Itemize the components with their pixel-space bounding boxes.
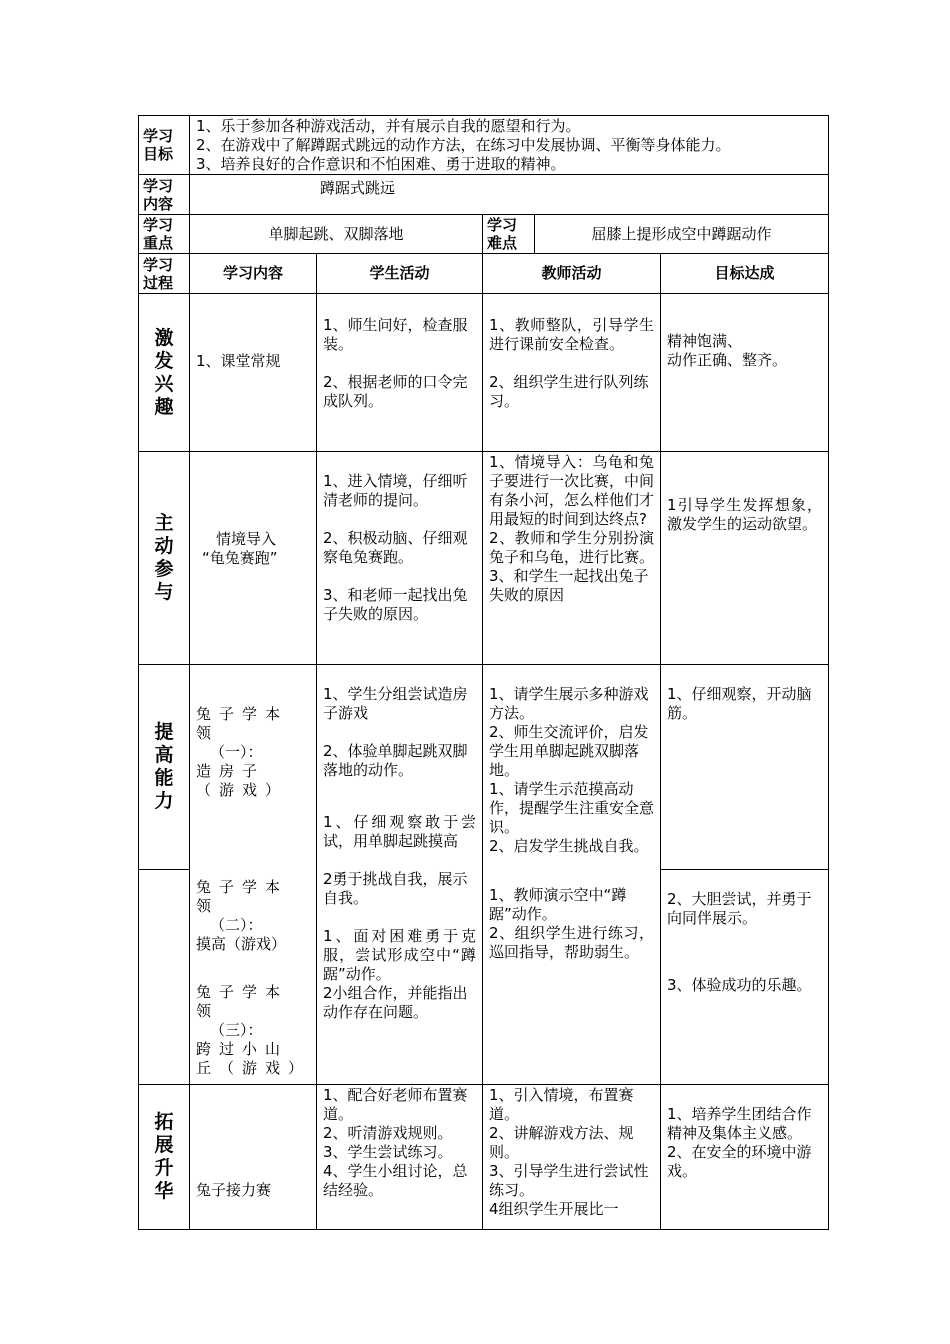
lesson-plan-table: [138, 115, 829, 1230]
section-teacher: 1、引入情境，布置赛道。 2、讲解游戏方法、规则。 3、引导学生进行尝试性练习。 4组织学生开展比一: [483, 1085, 661, 1230]
content-value: 蹲踞式跳远: [190, 175, 829, 215]
difficulty-value: 屈膝上提形成空中蹲踞动作: [535, 215, 829, 254]
section-goal: 精神饱满、 动作正确、整齐。: [661, 294, 829, 452]
goal-label: 学习目标: [139, 116, 190, 175]
col-header-teacher: 教师活动: [483, 254, 661, 294]
section-goal: 2、大胆尝试，并勇于向同伴展示。 3、体验成功的乐趣。: [661, 870, 829, 1085]
section-title: 提 高 能 力: [139, 665, 190, 870]
section-row: [139, 665, 829, 870]
section-goal: 1、培养学生团结合作精神及集体主义感。 2、在安全的环境中游戏。: [661, 1085, 829, 1230]
section-teacher: 1、请学生展示多种游戏方法。 2、师生交流评价，启发学生用单脚起跳双脚落地。 1、请学生示范摸高动作，提醒学生注重安全意识。 2、启发学生挑战自我。 1、教师演示空中“蹲踞”动作。 2、组织学生进行练习，巡回指导，帮助弱生。: [483, 665, 661, 1085]
section-goal: 1、仔细观察，开动脑筋。: [661, 665, 829, 870]
content-row: [139, 175, 829, 215]
section-title: 主 动 参 与: [139, 452, 190, 665]
section-content: 兔子接力赛: [190, 1085, 317, 1230]
content-label: 学习内容: [139, 175, 190, 215]
section-student: 1、学生分组尝试造房子游戏 2、体验单脚起跳双脚落地的动作。 1、仔细观察敢于尝试，用单脚起跳摸高 2勇于挑战自我，展示自我。 1、面对困难勇于克服，尝试形成空中“蹲踞”动作。 2小组合作，并能指出动作存在问题。: [317, 665, 483, 1085]
section-teacher: 1、情境导入：乌龟和兔子要进行一次比赛，中间有条小河，怎么样他们才用最短的时间到达终点? 2、教师和学生分别扮演兔子和乌龟，进行比赛。 3、和学生一起找出兔子失败的原因: [483, 452, 661, 665]
process-header-row: [139, 254, 829, 294]
section-content: 1、课堂常规: [190, 294, 317, 452]
section-student: 1、进入情境，仔细听清老师的提问。 2、积极动脑、仔细观察龟兔赛跑。 3、和老师一起找出兔子失败的原因。: [317, 452, 483, 665]
goal-item: 3、培养良好的合作意识和不怕困难、勇于进取的精神。: [196, 154, 566, 173]
section-row: [139, 452, 829, 665]
section-student: 1、师生问好，检查服装。 2、根据老师的口令完成队列。: [317, 294, 483, 452]
section-title: 拓 展 升 华: [139, 1085, 190, 1230]
section-goal: 1引导学生发挥想象，激发学生的运动欲望。: [661, 452, 829, 665]
process-label: 学习过程: [139, 254, 190, 294]
section-title: 激 发 兴 趣: [139, 294, 190, 452]
col-header-goal: 目标达成: [661, 254, 829, 294]
key-label: 学习重点: [139, 215, 190, 254]
section-row: [139, 294, 829, 452]
goal-item: 1、乐于参加各种游戏活动，并有展示自我的愿望和行为。: [196, 116, 581, 135]
key-value: 单脚起跳、双脚落地: [190, 215, 483, 254]
goal-item: 2、在游戏中了解蹲踞式跳远的动作方法，在练习中发展协调、平衡等身体能力。: [196, 135, 731, 154]
col-header-content: 学习内容: [190, 254, 317, 294]
col-header-student: 学生活动: [317, 254, 483, 294]
section-student: 1、配合好老师布置赛道。 2、听清游戏规则。 3、学生尝试练习。 4、学生小组讨论，总结经验。: [317, 1085, 483, 1230]
section-row: [139, 1085, 829, 1230]
difficulty-label: 学习难点: [483, 215, 535, 254]
section-teacher: 1、教师整队，引导学生进行课前安全检查。 2、组织学生进行队列练习。: [483, 294, 661, 452]
section-title-blank: [139, 870, 190, 1085]
key-row: [139, 215, 829, 254]
section-content: 情境导入 “龟兔赛跑”: [190, 452, 317, 665]
section-content: 兔子学本领 （一）： 造房子（游戏） 兔子学本领 （二）： 摸高（游戏） 兔子学本领 （三）： 跨过小山丘（游戏）: [190, 665, 317, 1085]
goal-row: [139, 116, 829, 175]
